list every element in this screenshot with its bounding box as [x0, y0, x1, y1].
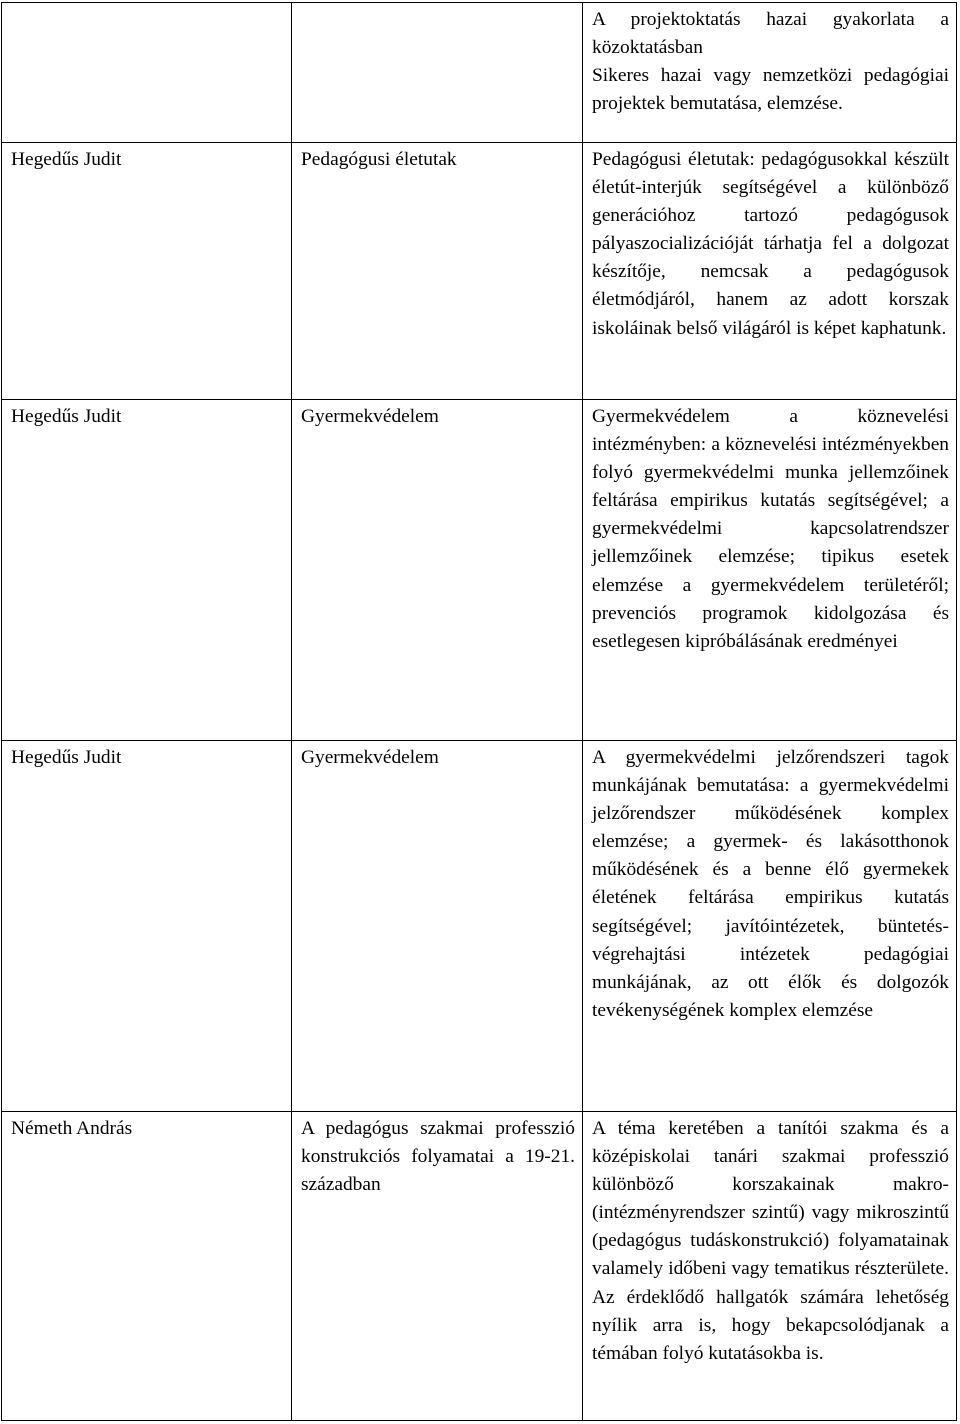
- table-row: [2, 741, 957, 1112]
- description-cell: [583, 1112, 957, 1421]
- table-row: [2, 400, 957, 741]
- table-row: [2, 3, 957, 143]
- description-paragraph: A projektoktatás hazai gyakorlata a közoktatásban: [592, 9, 949, 59]
- table-row: [2, 1112, 957, 1421]
- description-paragraph: Sikeres hazai vagy nemzetközi pedagógiai projektek bemutatása, elemzése.: [592, 65, 949, 115]
- description-cell: [583, 143, 957, 400]
- topic-cell: Gyermekvédelem: [292, 741, 583, 1112]
- author-cell: Hegedűs Judit: [2, 143, 292, 400]
- topic-cell: [292, 3, 583, 143]
- author-cell: Hegedűs Judit: [2, 741, 292, 1112]
- author-cell: Hegedűs Judit: [2, 400, 292, 741]
- topic-cell: Pedagógusi életutak: [292, 143, 583, 400]
- author-cell: [2, 3, 292, 143]
- description-paragraph: A gyermekvédelmi jelzőrendszeri tagok munkájának bemutatása: a gyermekvédelmi jelzőrendszer működésének komplex elemzése; a gyermek- és lakásotthonok működésének és a benne élő gyermekek életének feltárása empirikus kutatás segítségével; javítóintézetek, büntetés-végrehajtási intézetek pedagógiai munkájának, az ott élők és dolgozók tevékenységének komplex elemzése: [592, 747, 949, 1021]
- description-cell: [583, 741, 957, 1112]
- author-cell: Németh András: [2, 1112, 292, 1421]
- table-row: [2, 143, 957, 400]
- description-cell: [583, 3, 957, 143]
- description-cell: [583, 400, 957, 741]
- description-paragraph: A téma keretében a tanítói szakma és a középiskolai tanári szakmai professzió különböző korszakainak makro- (intézményrendszer szintű) vagy mikroszintű (pedagógus tudáskonstrukció) folyamatainak valamely időbeni vagy tematikus részterülete. Az érdeklődő hallgatók számára lehetőség nyílik arra is, hogy bekapcsolódjanak a témában folyó kutatásokba is.: [592, 1118, 949, 1364]
- topic-cell: Gyermekvédelem: [292, 400, 583, 741]
- topics-table: [1, 2, 957, 1421]
- description-paragraph: Pedagógusi életutak: pedagógusokkal készült életút-interjúk segítségével a különböző generációhoz tartozó pedagógusok pályaszocializációját tárhatja fel a dolgozat készítője, nemcsak a pedagógusok életmódjáról, hanem az adott korszak iskoláinak belső világáról is képet kaphatunk.: [592, 149, 949, 339]
- description-paragraph: Gyermekvédelem a köznevelési intézményben: a köznevelési intézményekben folyó gyermekvédelmi munka jellemzőinek feltárása empirikus kutatás segítségével; a gyermekvédelmi kapcsolatrendszer jellemzőinek elemzése; tipikus esetek elemzése a gyermekvédelem területéről; prevenciós programok kidolgozása és esetlegesen kipróbálásának eredményei: [592, 406, 949, 652]
- topic-cell: A pedagógus szakmai professzió konstrukciós folyamatai a 19-21. században: [292, 1112, 583, 1421]
